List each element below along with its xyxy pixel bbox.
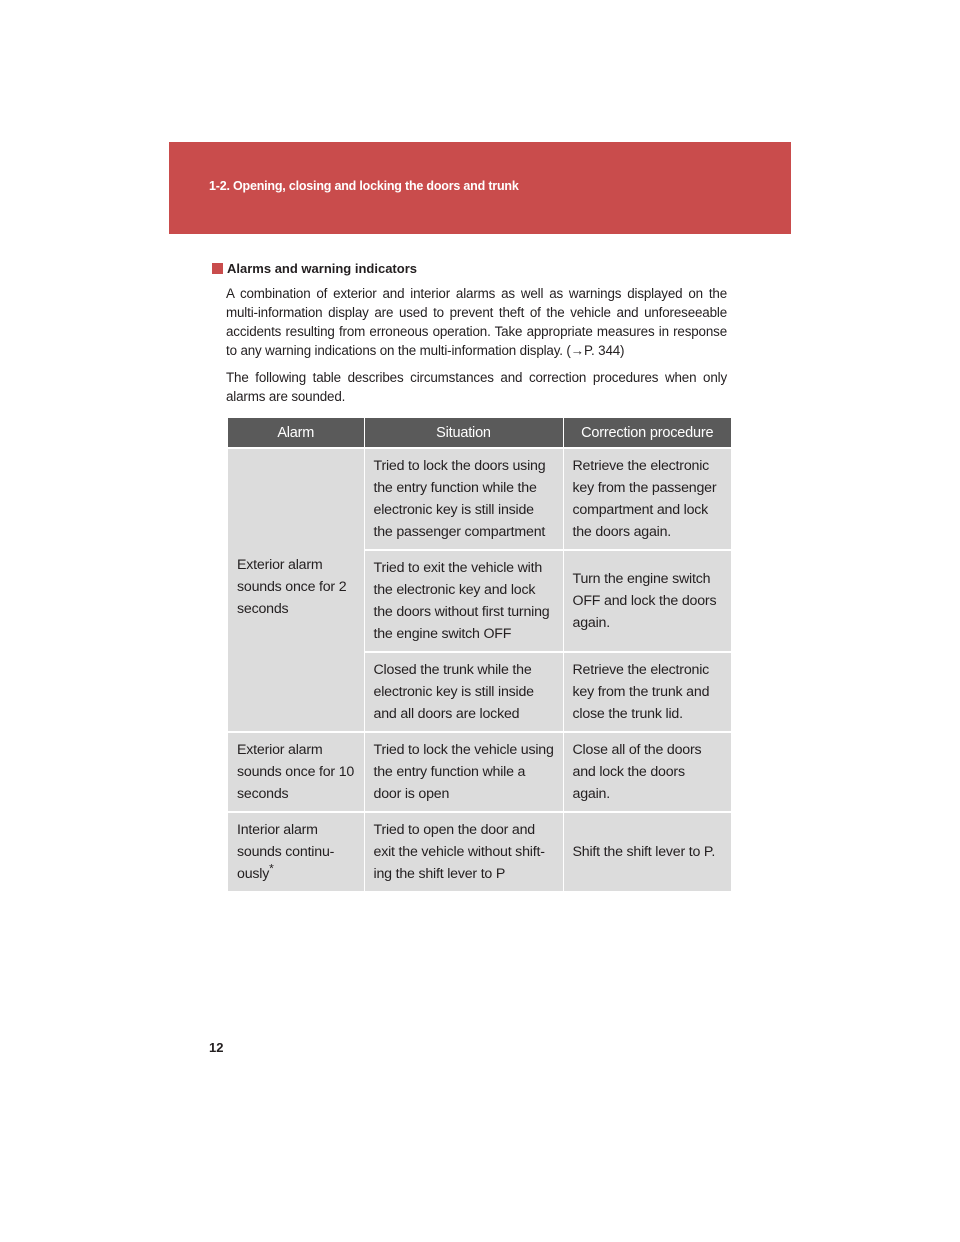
correction-cell: Turn the engine switch OFF and lock the doors again. [563, 550, 731, 652]
correction-cell: Retrieve the electronic key from the trunk and close the trunk lid. [563, 652, 731, 732]
situation-cell: Closed the trunk while the electronic key is still inside and all doors are locked [364, 652, 563, 732]
table-row [228, 448, 731, 550]
table-intro-paragraph: The following table describes circumstances and correction procedures when only alarms are sounded. [226, 370, 727, 404]
correction-cell: Close all of the doors and lock the doors again. [563, 732, 731, 812]
situation-cell: Tried to exit the vehicle with the electronic key and lock the doors without first turning the engine switch OFF [364, 550, 563, 652]
table-header-row [228, 418, 731, 448]
alarm-cell: Exterior alarm sounds once for 2 seconds [228, 448, 364, 732]
table-row [228, 732, 731, 812]
table-row [228, 812, 731, 891]
header-alarm: Alarm [228, 418, 364, 448]
alarm-text: Interior alarm sounds continu-ously [237, 822, 335, 882]
footnote-marker: * [269, 861, 274, 876]
correction-cell: Shift the shift lever to P. [563, 812, 731, 891]
intro-paragraph: A combination of exterior and interior alarms as well as warnings displayed on the multi-information display are used to prevent theft of the vehicle and unforeseeable accidents resulting from erroneous operation. Take appropriate measures in response to any warning indications on the multi-information display. (→P. 344) [226, 286, 727, 358]
header-correction: Correction procedure [563, 418, 731, 448]
situation-cell: Tried to open the door and exit the vehicle without shift-ing the shift lever to P [364, 812, 563, 891]
section-heading [212, 261, 727, 276]
alarms-section [212, 261, 727, 414]
situation-cell: Tried to lock the vehicle using the entry function while a door is open [364, 732, 563, 812]
alarm-cell [228, 812, 364, 891]
situation-cell: Tried to lock the doors using the entry function while the electronic key is still inside the passenger compartment [364, 448, 563, 550]
correction-cell: Retrieve the electronic key from the passenger compartment and lock the doors again. [563, 448, 731, 550]
chapter-header-band [169, 142, 791, 234]
alarm-table [228, 418, 731, 891]
section-heading-text: Alarms and warning indicators [227, 261, 417, 276]
header-situation: Situation [364, 418, 563, 448]
page-number: 12 [209, 1040, 224, 1055]
square-bullet-icon [212, 263, 223, 274]
alarm-cell: Exterior alarm sounds once for 10 seconds [228, 732, 364, 812]
chapter-title: 1-2. Opening, closing and locking the doors and trunk [209, 179, 519, 193]
